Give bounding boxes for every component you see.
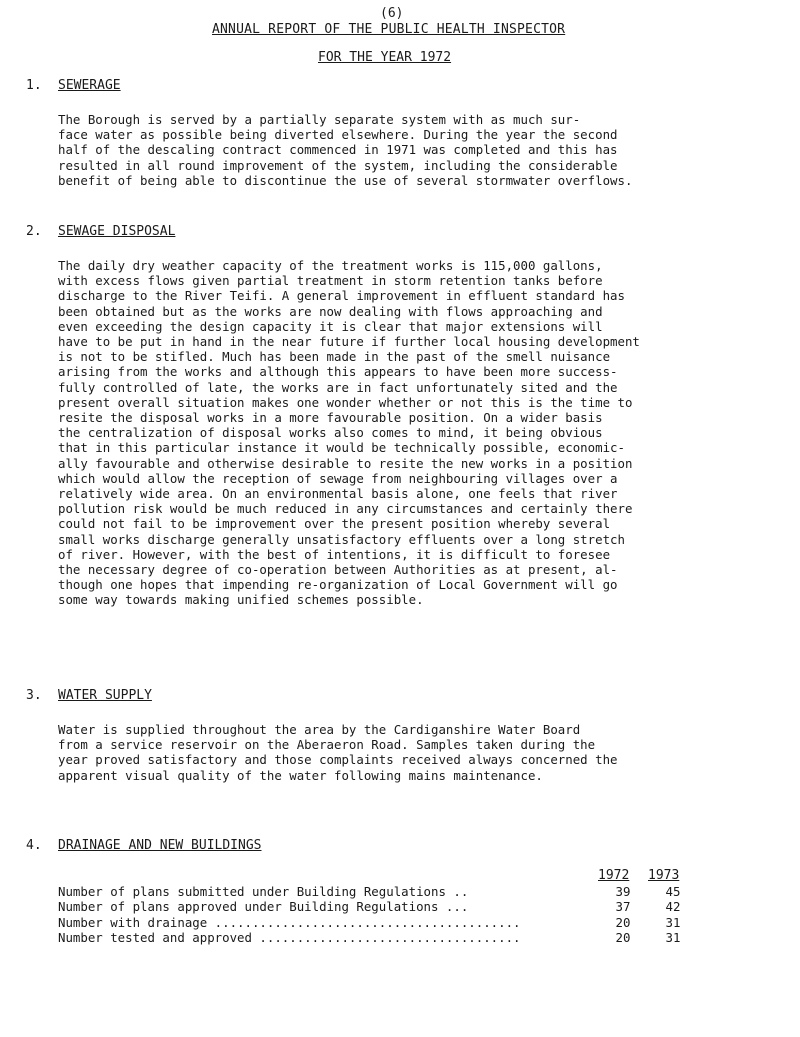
text-line: have to be put in hand in the near future if further local housing development [58, 334, 640, 350]
text-line: apparent visual quality of the water following mains maintenance. [58, 767, 543, 783]
text-line: present overall situation makes one wonder whether or not this is the time to [58, 394, 633, 410]
text-line: fully controlled of late, the works are in fact unfortunately sited and the [58, 379, 618, 395]
section-1-paragraph [58, 112, 778, 188]
text-line: the necessary degree of co-operation between Authorities as at present, al- [58, 562, 618, 578]
report-subtitle: FOR THE YEAR 1972 [318, 50, 452, 65]
section-1-number: 1. [26, 78, 42, 93]
table-row [58, 930, 698, 945]
value-1973: 31 [665, 914, 681, 930]
text-line: is not to be stifled. Much has been made in the past of the smell nuisance [58, 349, 611, 365]
text-line: discharge to the River Teifi. A general improvement in effluent standard has [58, 288, 625, 304]
text-line: even exceeding the design capacity it is clear that major extensions will [58, 318, 603, 334]
section-4-heading: DRAINAGE AND NEW BUILDINGS [58, 838, 262, 853]
text-line: with excess flows given partial treatment in storm retention tanks before [58, 273, 603, 289]
text-line: small works discharge generally unsatisfactory effluents over a long stretch [58, 531, 625, 547]
row-label: Number with drainage ......................................... [58, 914, 521, 930]
text-line: arising from the works and although this appears to have been more success- [58, 364, 618, 380]
text-line: face water as possible being diverted elsewhere. During the year the second [58, 127, 618, 143]
text-line: resulted in all round improvement of the system, including the considerable [58, 157, 618, 173]
text-line: ally favourable and otherwise desirable to resite the new works in a position [58, 455, 633, 471]
text-line: The Borough is served by a partially separate system with as much sur- [58, 112, 581, 127]
text-line: the centralization of disposal works also comes to mind, it being obvious [58, 425, 603, 441]
text-line: which would allow the reception of sewage from neighbouring villages over a [58, 470, 618, 486]
row-label: Number tested and approved ................................... [58, 930, 521, 946]
value-1972: 20 [615, 930, 631, 946]
section-2-paragraph [58, 258, 778, 608]
text-line: relatively wide area. On an environmental basis alone, one feels that river [58, 486, 618, 502]
section-3-heading: WATER SUPPLY [58, 688, 152, 703]
text-line: resite the disposal works in a more favourable position. On a wider basis [58, 410, 603, 426]
text-line: some way towards making unified schemes possible. [58, 592, 424, 608]
text-line: year proved satisfactory and those complaints received always concerned the [58, 752, 618, 768]
section-3-number: 3. [26, 688, 42, 703]
section-2-heading: SEWAGE DISPOSAL [58, 224, 176, 239]
section-3-paragraph [58, 722, 778, 783]
year-header-1972: 1972 [598, 868, 630, 883]
value-1973: 45 [665, 884, 681, 900]
report-title: ANNUAL REPORT OF THE PUBLIC HEALTH INSPECTOR [212, 22, 566, 37]
row-label: Number of plans approved under Building Regulations ... [58, 899, 469, 915]
row-label: Number of plans submitted under Building Regulations .. [58, 884, 469, 900]
value-1972: 37 [615, 899, 631, 915]
page-number: (6) [380, 6, 404, 21]
value-1973: 42 [665, 899, 681, 915]
text-line: half of the descaling contract commenced in 1971 was completed and this has [58, 142, 618, 158]
text-line: Water is supplied throughout the area by the Cardiganshire Water Board [58, 722, 581, 737]
text-line: from a service reservoir on the Aberaeron Road. Samples taken during the [58, 737, 596, 753]
text-line: The daily dry weather capacity of the treatment works is 115,000 gallons, [58, 258, 603, 273]
value-1973: 31 [665, 930, 681, 946]
table-row [58, 899, 698, 914]
text-line: though one hopes that impending re-organization of Local Government will go [58, 577, 618, 593]
table-row [58, 915, 698, 930]
value-1972: 39 [615, 884, 631, 900]
year-header-1973: 1973 [648, 868, 680, 883]
section-2-number: 2. [26, 224, 42, 239]
section-1-heading: SEWERAGE [58, 78, 121, 93]
section-4-number: 4. [26, 838, 42, 853]
text-line: pollution risk would be much reduced in any circumstances and certainly there [58, 501, 633, 517]
text-line: that in this particular instance it would be technically possible, economic- [58, 440, 625, 456]
value-1972: 20 [615, 914, 631, 930]
text-line: could not fail to be improvement over the present position whereby several [58, 516, 611, 532]
table-row [58, 884, 698, 899]
text-line: of river. However, with the best of intentions, it is difficult to foresee [58, 546, 611, 562]
building-stats-table [58, 884, 698, 946]
text-line: been obtained but as the works are now dealing with flows approaching and [58, 303, 603, 319]
text-line: benefit of being able to discontinue the use of several stormwater overflows. [58, 172, 633, 188]
